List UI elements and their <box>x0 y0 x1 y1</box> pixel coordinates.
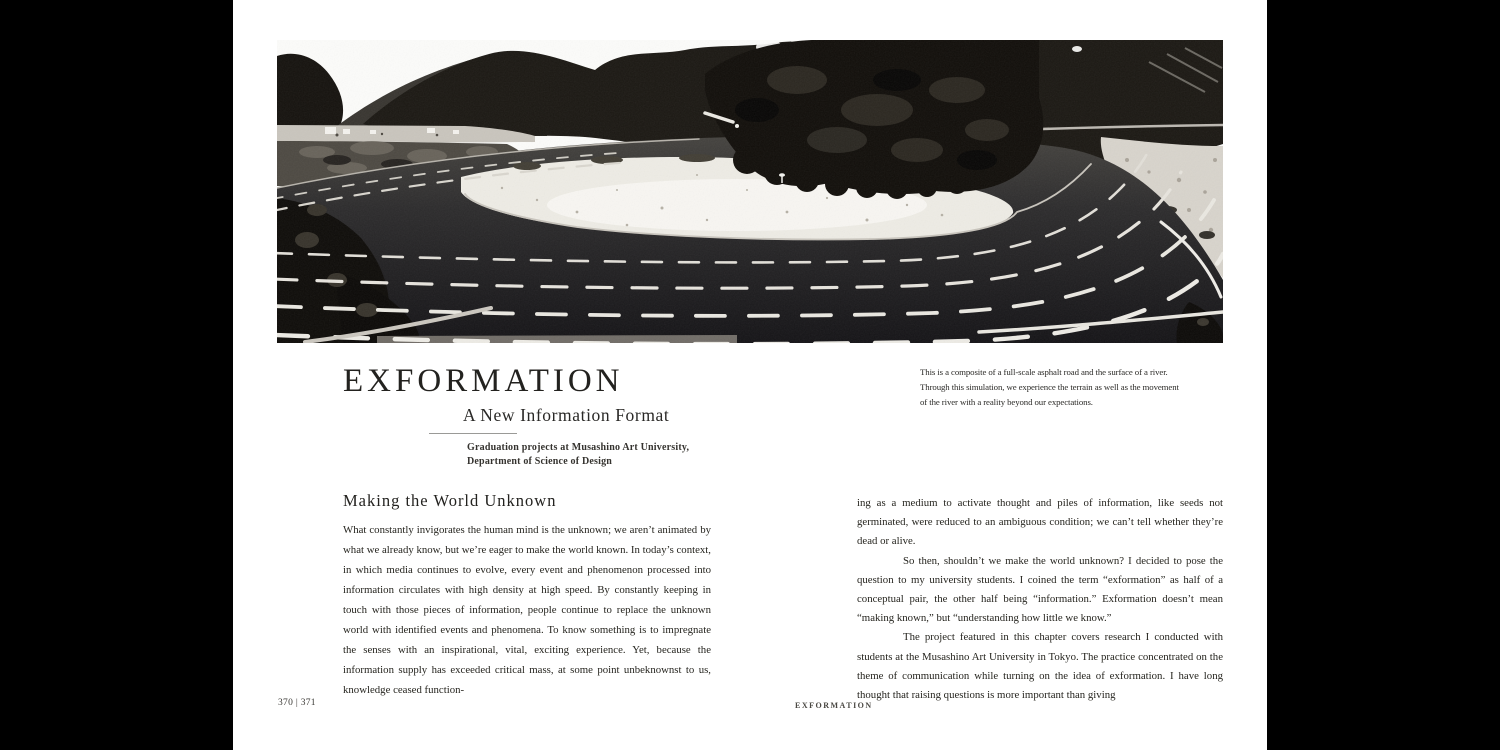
body-paragraph: So then, shouldn’t we make the world unknown? I decided to pose the question to my university students. I coined the term “exformation” as half of a conceptual pair, the other half being “information.” Exformation doesn’t mean “making known,” but “understanding how little we know.” <box>857 554 1223 625</box>
credit-lines <box>467 441 689 469</box>
film-grain-overlay <box>277 40 1223 343</box>
page-numbers: 370 | 371 <box>278 698 316 708</box>
title-divider-rule <box>429 433 517 434</box>
body-paragraph: The project featured in this chapter covers research I conducted with students at the Musashino Art University in Tokyo. The practice concentrated on the theme of communication while turning on the idea of exformation. I have long thought that raising questions is more important than giving <box>857 631 1223 702</box>
left-text-column <box>343 520 711 700</box>
caption-line: Through this simulation, we experience the terrain as well as the movement <box>920 382 1179 392</box>
caption-line: of the river with a reality beyond our expectations. <box>920 397 1093 407</box>
credit-line-1: Graduation projects at Musashino Art University, <box>467 442 690 453</box>
book-spread-page <box>233 0 1267 750</box>
caption-line: This is a composite of a full-scale asphalt road and the surface of a river. <box>920 367 1168 377</box>
road-photograph <box>277 40 1223 343</box>
chapter-title: EXFORMATION <box>343 363 624 399</box>
credit-line-2: Department of Science of Design <box>467 456 613 467</box>
body-paragraph: What constantly invigorates the human mind is the unknown; we aren’t animated by what we already know, but we’re eager to make the world known. In today’s context, in which media continues to evolve, every event and phenomenon processed into information circulates with high density at high speed. By constantly keeping in touch with those pieces of information, people continue to replace the unknown world with identified events and phenomena. To know something is to impregnate the senses with an inspirational, vital, exciting experience. Yet, because the information supply has exceeded critical mass, at some point unbeknownst to us, knowledge ceased function- <box>343 524 711 696</box>
body-paragraph: ing as a medium to activate thought and piles of information, like seeds not germinated, were reduced to an ambiguous condition; we can’t tell whether they’re dead or alive. <box>857 497 1223 548</box>
chapter-subtitle: A New Information Format <box>463 405 670 425</box>
right-text-column <box>857 494 1223 705</box>
running-title: EXFORMATION <box>795 701 873 710</box>
road-photo-svg <box>277 40 1223 343</box>
section-heading: Making the World Unknown <box>343 491 557 510</box>
photo-caption <box>920 365 1179 410</box>
